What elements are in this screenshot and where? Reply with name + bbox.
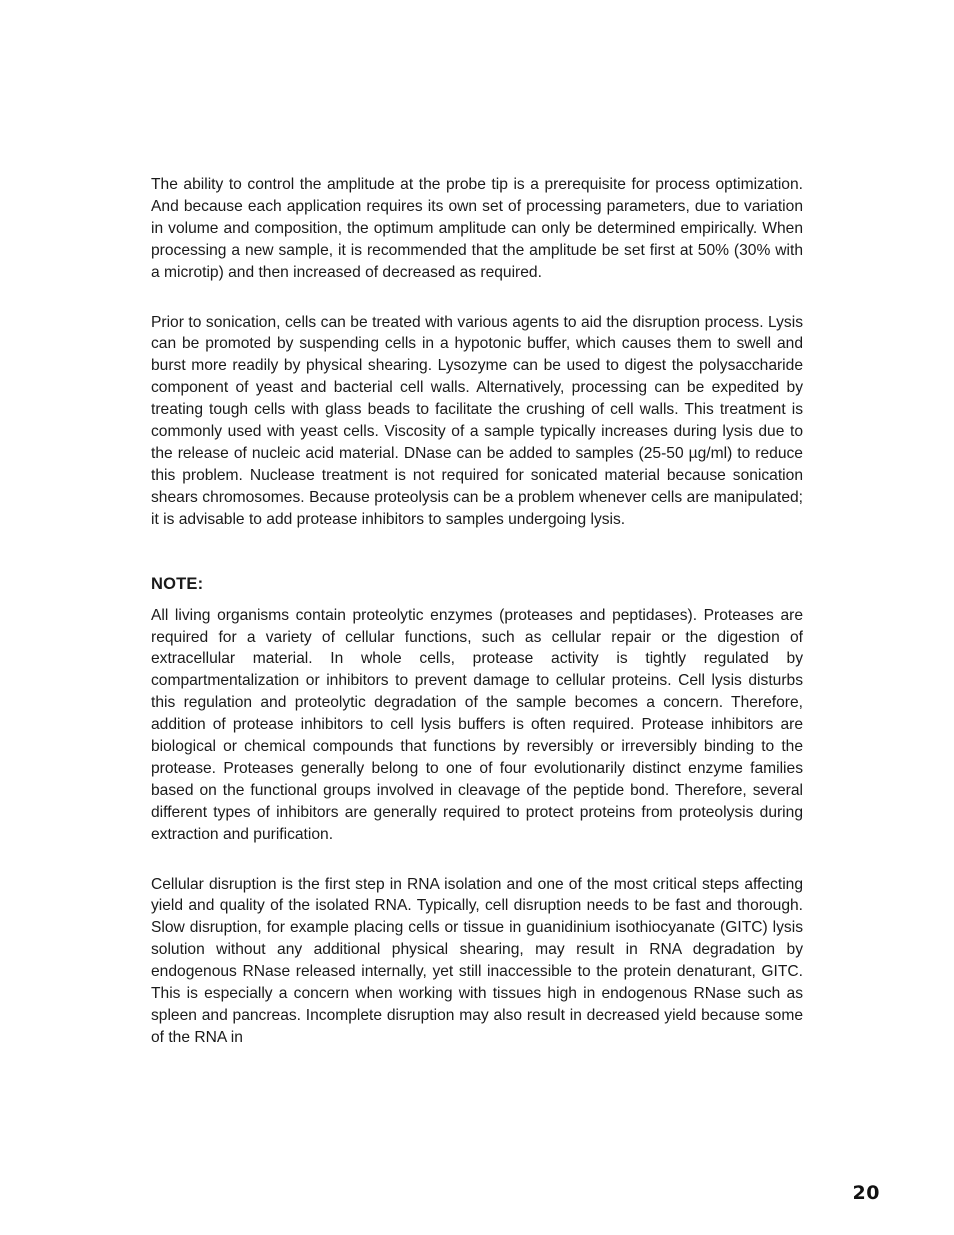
paragraph-pre-sonication-treatment: Prior to sonication, cells can be treated with various agents to aid the disruption process. Lysis can be promoted by suspending cells in a hypotonic buffer, which causes them to swell and burst more readily by physical shearing. Lysozyme can be used to digest the polysaccharide component of yeast and bacterial cell walls. Alternatively, processing can be expedited by treating tough cells with glass beads to facilitate the crushing of cell walls. This treatment is commonly used with yeast cells. Viscosity of a sample typically increases during lysis due to the release of nucleic acid material. DNase can be added to samples (25-50 µg/ml) to reduce this problem. Nuclease treatment is not required for sonicated material because sonication shears chromosomes. Because proteolysis can be a problem whenever cells are manipulated; it is advisable to add protease inhibitors to samples undergoing lysis. <box>151 313 803 528</box>
page-number: 20 <box>852 1182 880 1204</box>
page-body <box>151 174 803 1049</box>
note-heading: NOTE: <box>151 574 204 593</box>
paragraph-amplitude-control: The ability to control the amplitude at the probe tip is a prerequisite for process optimization. And because each application requires its own set of processing parameters, due to variation in volume and composition, the optimum amplitude can only be determined empirically. When processing a new sample, it is recommended that the amplitude be set first at 50% (30% with a microtip) and then increased of decreased as required. <box>151 176 803 281</box>
paragraph-rna-disruption: Cellular disruption is the first step in RNA isolation and one of the most critical steps affecting yield and quality of the isolated RNA. Typically, cell disruption needs to be fast and thorough. Slow disruption, for example placing cells or tissue in guanidinium isothiocyanate (GITC) lysis solution without any additional physical shearing, may result in RNA degradation by endogenous RNase released internally, yet still inaccessible to the protein denaturant, GITC. This is especially a concern when working with tissues high in endogenous RNase such as spleen and pancreas. Incomplete disruption may also result in decreased yield because some of the RNA in <box>151 875 803 1046</box>
paragraph-proteolytic-enzymes: All living organisms contain proteolytic enzymes (proteases and peptidases). Proteases are required for a variety of cellular functions, such as cellular repair or the digestion of extracellular material. In whole cells, protease activity is tightly regulated by compartmentalization or inhibitors to prevent damage to cellular proteins. Cell lysis disturbs this regulation and proteolytic degradation of the sample becomes a concern. Therefore, addition of protease inhibitors to cell lysis buffers is often required. Protease inhibitors are biological or chemical compounds that functions by reversibly or irreversibly binding to the protease. Proteases generally belong to one of four evolutionarily distinct enzyme families based on the functional groups involved in cleavage of the peptide bond. Therefore, several different types of inhibitors are generally required to protect proteins from proteolysis during extraction and purification. <box>151 606 803 843</box>
